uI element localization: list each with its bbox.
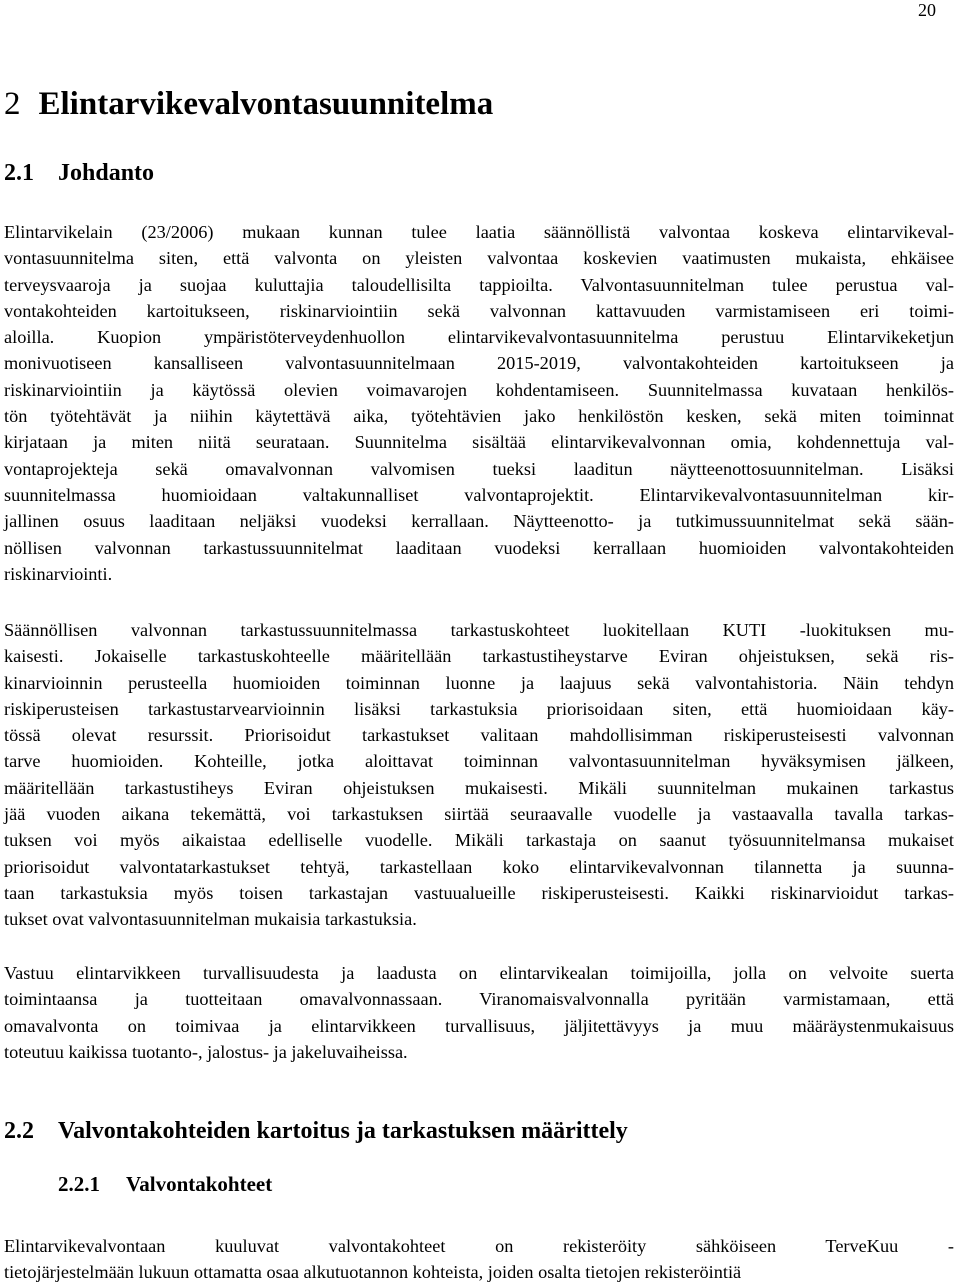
- section-heading-kartoitus: [4, 1118, 628, 1145]
- text-line: Vastuu elintarvikkeen turvallisuudesta ja laadusta on elintarvikealan toimijoilla, jolla on velvoite suerta: [4, 963, 954, 983]
- chapter-title: Elintarvikevalvontasuunnitelma: [38, 86, 494, 122]
- text-line: tössä olevat resurssit. Priorisoidut tarkastukset valitaan mahdollisimman riskiperusteisesti valvonnan: [4, 725, 954, 746]
- text-line: tietojärjestelmään lukuun ottamatta osaa alkutuotannon kohteista, joiden osalta tietojen rekisteröintiä: [4, 1262, 742, 1283]
- paragraph-responsibility: [4, 960, 954, 1065]
- text-line: jallinen osuus laaditaan neljäksi vuodeksi kerrallaan. Näytteenotto- ja tutkimussuunnitelmat sekä sään-: [4, 511, 954, 532]
- section-number: 2.2: [4, 1118, 34, 1144]
- text-line: toimintaansa ja tuotteitaan omavalvonnassaan. Viranomaisvalvonnalla pyritään varmistamaan, että: [4, 989, 954, 1010]
- text-line: nöllisen valvonnan tarkastussuunnitelmat laaditaan vuodeksi kerrallaan huomioiden valvontakohteiden: [4, 537, 954, 558]
- text-line: terveysvaaroja ja suojaa kuluttajia taloudellisilta tappioilta. Valvontasuunnitelman tulee perustua val-: [4, 274, 954, 295]
- text-line: riskiperusteisen tarkastustarvearvioinnin lisäksi tarkastuksia priorisoidaan siten, että huomioidaan käy-: [4, 698, 954, 719]
- text-line: aloilla. Kuopion ympäristöterveydenhuollon elintarvikevalvontasuunnitelma perustuu Elintarvikeketjun: [4, 327, 954, 348]
- text-line: toteutuu kaikissa tuotanto-, jalostus- ja jakeluvaiheissa.: [4, 1041, 408, 1062]
- paragraph-intro: [4, 219, 954, 587]
- text-line: riskinarviointiin ja käytössä olevien voimavarojen kohdentamiseen. Suunnitelmassa kuvataan henkilös-: [4, 379, 954, 400]
- paragraph-inspection-plan: [4, 617, 954, 933]
- text-line: vontaprojekteja sekä omavalvonnan valvomisen tueksi laaditun näytteenottosuunnitelman. Lisäksi: [4, 458, 954, 479]
- text-line: tuksen voi myös aikaistaa edelliselle vuodelle. Mikäli tarkastaja on saanut työsuunnitelmansa mukaiset: [4, 830, 954, 851]
- section-title: Johdanto: [58, 160, 155, 186]
- text-line: tarve huomioiden. Kohteille, jotka aloittavat toiminnan valvontasuunnitelman hyväksymisen jälkeen,: [4, 751, 954, 772]
- text-line: omavalvonta on toimivaa ja elintarvikkeen turvallisuus, jäljitettävyys ja muu määräystenmukaisuus: [4, 1015, 954, 1036]
- chapter-number: 2: [4, 86, 21, 122]
- section-title: Valvontakohteiden kartoitus ja tarkastuksen määrittely: [58, 1118, 628, 1144]
- subsection-number: 2.2.1: [58, 1172, 100, 1196]
- paragraph-valvontakohteet: [4, 1233, 954, 1286]
- section-heading-johdanto: [4, 160, 154, 187]
- page-number: 20: [918, 0, 936, 20]
- section-number: 2.1: [4, 160, 34, 186]
- text-line: Säännöllisen valvonnan tarkastussuunnitelmassa tarkastuskohteet luokitellaan KUTI -luokituksen mu-: [4, 620, 954, 640]
- text-line: kinarvioinnin perusteella huomioiden toiminnan luonne ja laajuus sekä valvontahistoria. Näin tehdyn: [4, 672, 954, 693]
- text-line: määritellään tarkastustiheys Eviran ohjeistuksen mukaisesti. Mikäli suunnitelman mukainen tarkastus: [4, 777, 954, 798]
- text-line: tön työtehtävät ja niihin käytettävä aika, työtehtävien jako henkilöstön kesken, sekä miten toiminnat: [4, 406, 954, 427]
- text-line: riskinarviointi.: [4, 563, 113, 584]
- text-line: monivuotiseen kansalliseen valvontasuunnitelmaan 2015-2019, valvontakohteiden kartoitukseen ja: [4, 353, 954, 374]
- chapter-heading: [4, 86, 493, 123]
- text-line: vontasuunnitelma siten, että valvonta on yleisten valvontaa koskevien vaatimusten mukaista, ehkäisee: [4, 248, 954, 269]
- text-line: taan tarkastuksia myös toisen tarkastajan vastuualueille riskiperusteisesti. Kaikki riskinarvioidut tarkas-: [4, 882, 954, 903]
- text-line: kirjataan ja miten niitä seurataan. Suunnitelma sisältää elintarvikevalvonnan omia, kohdennettuja val-: [4, 432, 954, 453]
- text-line: kaisesti. Jokaiselle tarkastuskohteelle määritellään tarkastustiheystarve Eviran ohjeistuksen, sekä ris-: [4, 646, 954, 667]
- text-line: tukset ovat valvontasuunnitelman mukaisia tarkastuksia.: [4, 909, 417, 930]
- text-line: jää vuoden aikana tekemättä, voi tarkastuksen siirtää seuraavalle vuodelle ja vastaavalla tavalla tarkas-: [4, 804, 954, 825]
- subsection-title: Valvontakohteet: [126, 1172, 273, 1196]
- text-line: Elintarvikevalvontaan kuuluvat valvontakohteet on rekisteröity sähköiseen TerveKuu -: [4, 1236, 954, 1256]
- text-line: Elintarvikelain (23/2006) mukaan kunnan tulee laatia säännöllistä valvontaa koskeva elintarvikeval-: [4, 222, 954, 242]
- text-line: suunnitelmassa huomioidaan valtakunnalliset valvontaprojektit. Elintarvikevalvontasuunnitelman kir-: [4, 484, 954, 505]
- text-line: vontakohteiden kartoitukseen, riskinarviointiin sekä valvonnan kattavuuden varmistamiseen eri toimi-: [4, 300, 954, 321]
- subsection-heading-valvontakohteet: [58, 1172, 272, 1197]
- text-line: priorisoidut valvontatarkastukset tehtyä, tarkastellaan koko elintarvikevalvonnan tilannetta ja suunna-: [4, 856, 954, 877]
